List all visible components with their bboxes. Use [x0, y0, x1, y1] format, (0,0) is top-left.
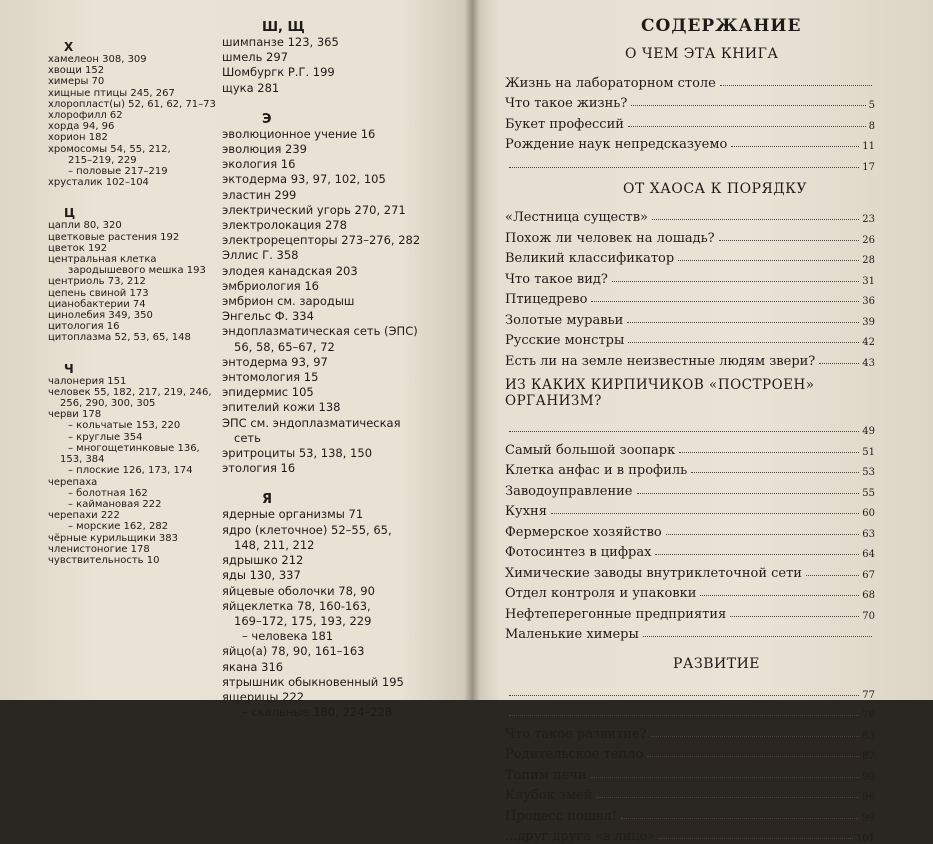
toc-leader-dots: [659, 838, 852, 839]
index-entry: щука 281: [222, 81, 452, 96]
index-entry: хамелеон 308, 309: [48, 54, 223, 65]
index-entry: хрусталик 102–104: [48, 177, 223, 188]
index-entry: Шомбургк Р.Г. 199: [222, 65, 452, 80]
index-entry: эпителий кожи 138: [222, 400, 452, 415]
index-entry: – многощетинковые 136,: [48, 443, 223, 454]
index-entry: цветковые растения 192: [48, 232, 223, 243]
toc-entry-title: Клетка анфас и в профиль: [505, 463, 687, 478]
index-entry: яйцо(а) 78, 90, 161–163: [222, 644, 452, 659]
index-entry: цитоплазма 52, 53, 65, 148: [48, 332, 223, 343]
index-entry: шимпанзе 123, 365: [222, 35, 452, 50]
index-letter-heading: Э: [262, 112, 452, 127]
toc-leader-dots: [655, 554, 859, 555]
toc-page-number: 64: [862, 549, 875, 560]
toc-entry-title: Процесс пошел!: [505, 809, 617, 824]
toc-entry: [505, 519, 875, 540]
toc-leader-dots: [679, 452, 859, 453]
toc-entry: [505, 701, 875, 722]
index-entry: ядро (клеточное) 52–55, 65,: [222, 523, 452, 538]
toc-entry: [505, 803, 875, 824]
toc-page-number: 99: [862, 813, 875, 824]
index-entry: Эллис Г. 358: [222, 248, 452, 263]
toc-entry-title: Самый большой зоопарк: [505, 443, 675, 458]
toc-entry: [505, 721, 875, 742]
toc-chapters: [505, 46, 875, 844]
index-entry: эритроциты 53, 138, 150: [222, 446, 452, 461]
index-entry: цитология 16: [48, 321, 223, 332]
toc-leader-dots: [509, 167, 859, 168]
index-entry: электрический угорь 270, 271: [222, 203, 452, 218]
toc-entry-title: Маленькие химеры: [505, 627, 639, 642]
toc-leader-dots: [719, 240, 860, 241]
index-entry: эктодерма 93, 97, 102, 105: [222, 172, 452, 187]
index-entry: – болотная 162: [48, 488, 223, 499]
toc-entry: [505, 824, 875, 844]
index-entry: ятрышник обыкновенный 195: [222, 675, 452, 690]
toc-entry: [505, 601, 875, 622]
index-entry: цветок 192: [48, 243, 223, 254]
toc-leader-dots: [628, 126, 866, 127]
toc-page-number: 11: [862, 141, 875, 152]
toc-leader-dots: [651, 736, 860, 737]
index-entry: членистоногие 178: [48, 544, 223, 555]
section-spacer: [48, 344, 223, 362]
index-entry: электрорецепторы 273–276, 282: [222, 233, 452, 248]
index-entry: человек 55, 182, 217, 219, 246,: [48, 387, 223, 398]
toc-leader-dots: [596, 797, 859, 798]
index-entry: – скальные 180, 224–228: [222, 705, 452, 720]
index-entry: хлоропласт(ы) 52, 61, 62, 71–73: [48, 99, 223, 110]
index-entry-list: [48, 376, 223, 566]
index-entry: хищные птицы 245, 267: [48, 88, 223, 99]
toc-leader-dots: [551, 513, 859, 514]
toc-page-number: 77: [862, 690, 875, 701]
toc-entry: [505, 328, 875, 349]
toc-page-number: 23: [862, 214, 875, 225]
toc-page-number: 63: [862, 529, 875, 540]
chapter-title: О ЧЕМ ЭТА КНИГА: [625, 46, 875, 62]
toc-entry: [505, 783, 875, 804]
toc-entry-title: Рождение наук непредсказуемо: [505, 137, 727, 152]
toc-entry: [505, 111, 875, 132]
index-entry: Энгельс Ф. 334: [222, 309, 452, 324]
index-entry: – морские 162, 282: [48, 521, 223, 532]
index-entry: ЭПС см. эндоплазматическая: [222, 416, 452, 431]
index-entry: хлорофилл 62: [48, 110, 223, 121]
index-entry: хорда 94, 96: [48, 121, 223, 132]
toc-page-number: 49: [862, 426, 875, 437]
toc-leader-dots: [806, 575, 859, 576]
index-entry: ядрышко 212: [222, 553, 452, 568]
toc-leader-dots: [509, 695, 859, 696]
index-entry: эмбриология 16: [222, 279, 452, 294]
toc-leader-dots: [509, 715, 859, 716]
toc-page-number: 17: [862, 162, 875, 173]
toc-page-number: 5: [869, 100, 875, 111]
index-entry-list: [222, 35, 452, 96]
section-spacer: [222, 476, 452, 492]
toc-entry: [505, 307, 875, 328]
index-entry: – человека 181: [222, 629, 452, 644]
toc-entry-title: Нефтеперегонные предприятия: [505, 607, 726, 622]
index-entry: – половые 217–219: [48, 166, 223, 177]
index-entry: цапли 80, 320: [48, 220, 223, 231]
left-page-index: [0, 0, 472, 700]
toc-page-number: 53: [862, 467, 875, 478]
toc-page-number: 36: [862, 296, 875, 307]
toc-entry-title: Заводоуправление: [505, 484, 633, 499]
index-entry: 153, 384: [48, 454, 223, 465]
index-entry: хорион 182: [48, 132, 223, 143]
index-entry: ядерные организмы 71: [222, 507, 452, 522]
toc-leader-dots: [591, 777, 860, 778]
toc-entry-title: ...друг друга «в лицо»: [505, 829, 655, 844]
index-entry: ящерицы 222: [222, 690, 452, 705]
toc-entry: [505, 437, 875, 458]
toc-page-number: 78: [862, 710, 875, 721]
toc-leader-dots: [637, 493, 860, 494]
toc-entry-title: Клубок змей: [505, 788, 592, 803]
toc-page-number: 83: [862, 731, 875, 742]
index-entry: чалонерия 151: [48, 376, 223, 387]
index-entry: сеть: [222, 431, 452, 446]
toc-leader-dots: [666, 534, 860, 535]
toc-page-number: 55: [862, 488, 875, 499]
book-gutter: [464, 0, 480, 700]
chapter-title: ОТ ХАОСА К ПОРЯДКУ: [623, 181, 875, 197]
index-entry: зародышевого мешка 193: [48, 265, 223, 276]
toc-leader-dots: [628, 342, 859, 343]
index-entry: центриоль 73, 212: [48, 276, 223, 287]
toc-leader-dots: [678, 260, 859, 261]
index-entry: эластин 299: [222, 188, 452, 203]
index-entry: цианобактерии 74: [48, 299, 223, 310]
index-entry: чёрные курильщики 383: [48, 533, 223, 544]
toc-page-number: 96: [862, 792, 875, 803]
toc-leader-dots: [819, 363, 859, 364]
index-entry: якана 316: [222, 660, 452, 675]
toc-entry-title: Химические заводы внутриклеточной сети: [505, 566, 802, 581]
toc-page-number: 87: [862, 751, 875, 762]
index-entry: центральная клетка: [48, 254, 223, 265]
toc-entry-title: Фотосинтез в цифрах: [505, 545, 651, 560]
toc-leader-dots: [621, 818, 859, 819]
toc-entry: [505, 70, 875, 91]
toc-entry: [505, 132, 875, 153]
index-entry: эволюция 239: [222, 142, 452, 157]
index-entry: яйцеклетка 78, 160-163,: [222, 599, 452, 614]
index-entry: черепахи 222: [48, 510, 223, 521]
index-entry: химеры 70: [48, 76, 223, 87]
toc-entry: [505, 478, 875, 499]
index-entry: элодея канадская 203: [222, 264, 452, 279]
toc-entry-title: «Лестница существ»: [505, 210, 648, 225]
section-spacer: [48, 188, 223, 206]
toc-entry: [505, 540, 875, 561]
toc-entry-title: Есть ли на земле неизвестные людям звери?: [505, 354, 815, 369]
toc-leader-dots: [612, 281, 859, 282]
index-entry-list: [48, 220, 223, 343]
toc-entry: [505, 152, 875, 173]
index-entry: черви 178: [48, 409, 223, 420]
index-entry: электролокация 278: [222, 218, 452, 233]
toc-leader-dots: [647, 756, 859, 757]
index-entry: этология 16: [222, 461, 452, 476]
index-entry: – кольчатые 153, 220: [48, 420, 223, 431]
toc-page-number: 42: [862, 337, 875, 348]
toc-page-number: 70: [862, 611, 875, 622]
toc-entry-title: Птицедрево: [505, 292, 587, 307]
table-of-contents: [505, 16, 875, 844]
index-entry: экология 16: [222, 157, 452, 172]
index-letter-heading: Я: [262, 492, 452, 507]
toc-entry-title: Золотые муравьи: [505, 313, 623, 328]
index-entry: шмель 297: [222, 50, 452, 65]
index-entry: черепаха: [48, 477, 223, 488]
index-entry: – плоские 126, 173, 174: [48, 465, 223, 476]
toc-entry-title: Кухня: [505, 504, 547, 519]
index-column-1: [48, 40, 223, 566]
index-entry: – каймановая 222: [48, 499, 223, 510]
toc-entry-title: Отдел контроля и упаковки: [505, 586, 696, 601]
toc-entry: [505, 266, 875, 287]
toc-leader-dots: [691, 472, 859, 473]
toc-entry: [505, 417, 875, 438]
toc-entry-title: Что такое вид?: [505, 272, 608, 287]
toc-entry-title: Русские монстры: [505, 333, 624, 348]
toc-title: СОДЕРЖАНИЕ: [641, 16, 875, 36]
index-entry: 56, 58, 65–67, 72: [222, 340, 452, 355]
chapter-title: ИЗ КАКИХ КИРПИЧИКОВ «ПОСТРОЕН» ОРГАНИЗМ?: [505, 377, 875, 409]
toc-leader-dots: [643, 636, 872, 637]
index-entry: яйцевые оболочки 78, 90: [222, 584, 452, 599]
section-spacer: [222, 96, 452, 112]
toc-entry: [505, 560, 875, 581]
index-entry: энтодерма 93, 97: [222, 355, 452, 370]
toc-entry: [505, 205, 875, 226]
index-entry: цепень свиной 173: [48, 288, 223, 299]
toc-page-number: 60: [862, 508, 875, 519]
toc-entry: [505, 742, 875, 763]
index-entry-list: [222, 127, 452, 477]
toc-leader-dots: [730, 616, 859, 617]
index-entry: 256, 290, 300, 305: [48, 398, 223, 409]
toc-entry-title: Что такое жизнь?: [505, 96, 627, 111]
index-entry: хвощи 152: [48, 65, 223, 76]
toc-entry-title: Букет профессий: [505, 117, 624, 132]
index-entry: 169–172, 175, 193, 229: [222, 614, 452, 629]
index-entry-list: [222, 507, 452, 720]
toc-entry: [505, 91, 875, 112]
toc-page-number: 43: [862, 358, 875, 369]
toc-page-number: 31: [862, 276, 875, 287]
index-column-2: [222, 20, 452, 720]
toc-entry-title: Топим печи: [505, 768, 587, 783]
toc-leader-dots: [631, 105, 865, 106]
index-letter-heading: Ц: [64, 206, 223, 220]
toc-page-number: 26: [862, 235, 875, 246]
index-entry: эволюционное учение 16: [222, 127, 452, 142]
toc-entry-title: Похож ли человек на лошадь?: [505, 231, 715, 246]
toc-entry: [505, 458, 875, 479]
index-entry: цинолебия 349, 350: [48, 310, 223, 321]
index-entry: хромосомы 54, 55, 212,: [48, 144, 223, 155]
toc-entry: [505, 762, 875, 783]
toc-leader-dots: [720, 85, 872, 86]
toc-page-number: 8: [869, 121, 875, 132]
index-entry: энтомология 15: [222, 370, 452, 385]
index-letter-heading: Х: [64, 40, 223, 54]
index-entry: эндоплазматическая сеть (ЭПС): [222, 324, 452, 339]
toc-page-number: 90: [862, 772, 875, 783]
toc-entry-title: Фермерское хозяйство: [505, 525, 662, 540]
toc-page-number: 68: [862, 590, 875, 601]
toc-leader-dots: [591, 301, 859, 302]
chapter-title: РАЗВИТИЕ: [673, 656, 875, 672]
toc-entry: [505, 287, 875, 308]
toc-page-number: 51: [862, 447, 875, 458]
toc-leader-dots: [731, 146, 859, 147]
toc-page-number: 101: [856, 833, 875, 844]
toc-leader-dots: [700, 595, 859, 596]
toc-entry: [505, 348, 875, 369]
toc-leader-dots: [627, 322, 859, 323]
index-letter-heading: Ч: [64, 362, 223, 376]
toc-entry: [505, 581, 875, 602]
index-letter-heading: Ш, Щ: [262, 20, 452, 35]
toc-entry-title: Что такое развитие?: [505, 727, 647, 742]
toc-page-number: 39: [862, 317, 875, 328]
index-entry: – круглые 354: [48, 432, 223, 443]
toc-entry: [505, 225, 875, 246]
toc-entry: [505, 622, 875, 643]
index-entry-list: [48, 54, 223, 188]
toc-entry: [505, 499, 875, 520]
toc-entry-title: Родительское тепло: [505, 747, 643, 762]
toc-leader-dots: [509, 431, 859, 432]
toc-page-number: 67: [862, 570, 875, 581]
toc-entry-title: Жизнь на лабораторном столе: [505, 76, 716, 91]
index-entry: чувствительность 10: [48, 555, 223, 566]
index-entry: 148, 211, 212: [222, 538, 452, 553]
index-entry: 215–219, 229: [48, 155, 223, 166]
toc-entry: [505, 680, 875, 701]
index-entry: эмбрион см. зародыш: [222, 294, 452, 309]
toc-entry: [505, 246, 875, 267]
toc-page-number: 28: [862, 255, 875, 266]
toc-entry-title: Великий классификатор: [505, 251, 674, 266]
toc-leader-dots: [652, 219, 859, 220]
index-entry: эпидермис 105: [222, 385, 452, 400]
index-entry: яды 130, 337: [222, 568, 452, 583]
